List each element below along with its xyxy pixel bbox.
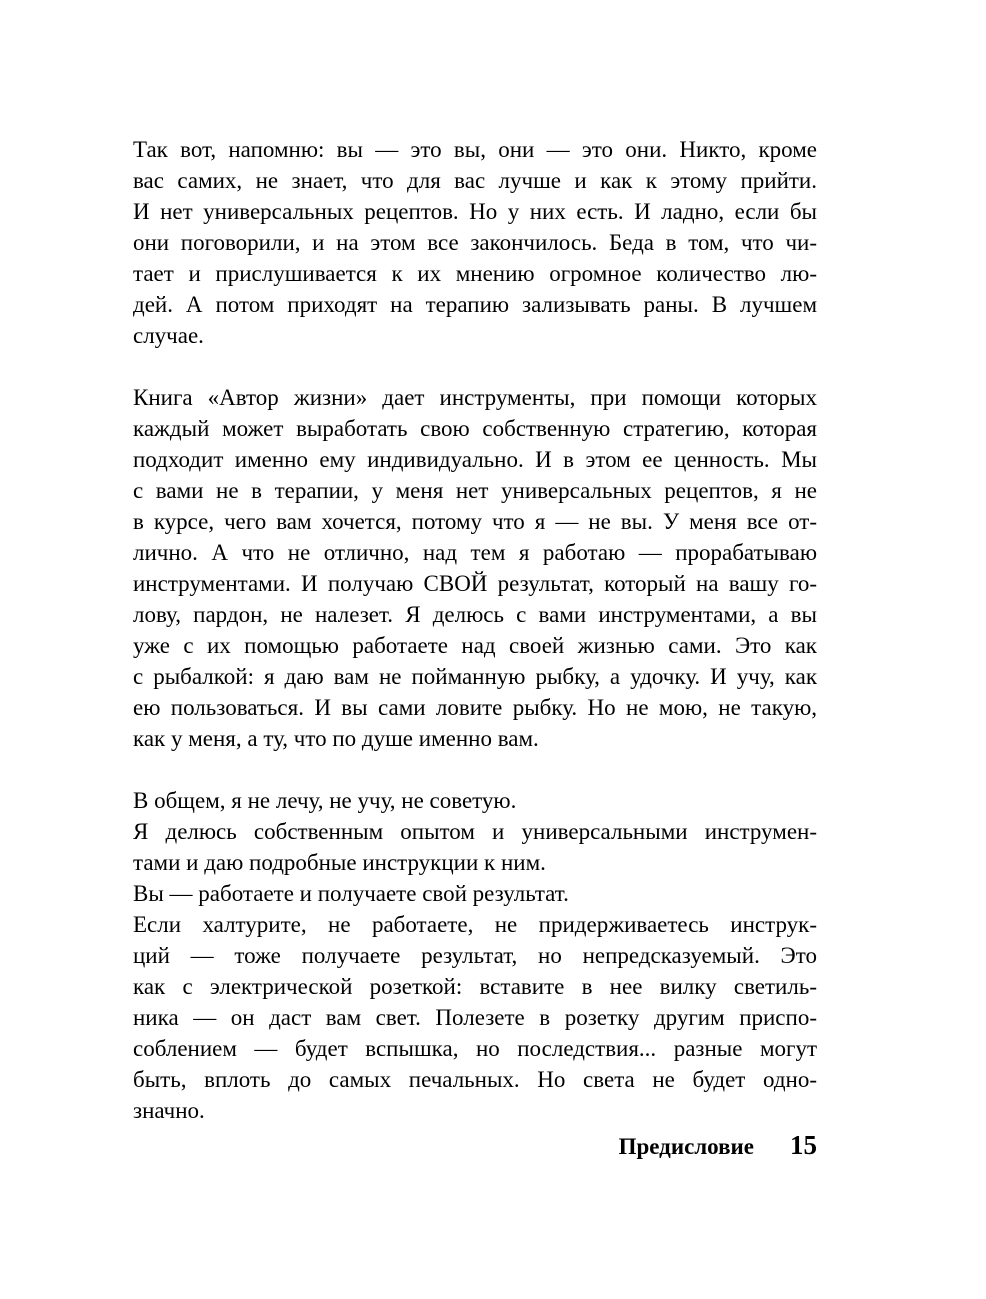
page-footer (133, 1130, 817, 1161)
paragraph (133, 785, 817, 816)
text-line: быть, вплоть до самых печальных. Но света не будет одно- (133, 1067, 817, 1092)
paragraph (133, 816, 817, 878)
text-line: как с электрической розеткой: вставите в нее вилку светиль- (133, 974, 817, 999)
text-line: в курсе, чего вам хочется, потому что я — не вы. У меня все от- (133, 509, 817, 534)
text-line: И нет универсальных рецептов. Но у них есть. И ладно, если бы (133, 199, 817, 224)
paragraph (133, 878, 817, 909)
text-line: соблением — будет вспышка, но последствия... разные могут (133, 1036, 817, 1061)
text-line: с вами не в терапии, у меня нет универсальных рецептов, я не (133, 478, 817, 503)
text-line: Вы — работаете и получаете свой результат. (133, 881, 569, 906)
text-line: вас самих, не знает, что для вас лучше и как к этому прийти. (133, 168, 817, 193)
text-line: лову, пардон, не налезет. Я делюсь с вами инструментами, а вы (133, 602, 817, 627)
text-line: каждый может выработать свою собственную стратегию, которая (133, 416, 817, 441)
text-line: Книга «Автор жизни» дает инструменты, при помощи которых (133, 385, 817, 410)
text-line: ею пользоваться. И вы сами ловите рыбку. Но не мою, не такую, (133, 695, 817, 720)
text-line: уже с их помощью работаете над своей жизнью сами. Это как (133, 633, 817, 658)
text-line: В общем, я не лечу, не учу, не советую. (133, 788, 517, 813)
footer-page-number: 15 (790, 1130, 817, 1160)
text-line: подходит именно ему индивидуально. И в этом ее ценность. Мы (133, 447, 817, 472)
text-line: Если халтурите, не работаете, не придерживаетесь инструк- (133, 912, 817, 937)
text-line: значно. (133, 1098, 205, 1123)
paragraph (133, 909, 817, 1126)
text-block (133, 785, 817, 1126)
text-line: ника — он даст вам свет. Полезете в розетку другим приспо- (133, 1005, 817, 1030)
paragraph (133, 134, 817, 351)
text-block (133, 382, 817, 754)
footer-section-title: Предисловие (618, 1134, 754, 1159)
body-text (133, 134, 817, 1126)
text-line: они поговорили, и на этом все закончилось. Беда в том, что чи- (133, 230, 817, 255)
text-line: ций — тоже получаете результат, но непредсказуемый. Это (133, 943, 817, 968)
text-line: Так вот, напомню: вы — это вы, они — это они. Никто, кроме (133, 137, 817, 162)
text-line: случае. (133, 323, 204, 348)
paragraph (133, 382, 817, 754)
text-line: Я делюсь собственным опытом и универсальными инструмен- (133, 819, 817, 844)
text-line: как у меня, а ту, что по душе именно вам. (133, 726, 539, 751)
text-line: лично. А что не отлично, над тем я работаю — прорабатываю (133, 540, 817, 565)
text-line: дей. А потом приходят на терапию зализывать раны. В лучшем (133, 292, 817, 317)
text-block (133, 134, 817, 351)
text-line: тами и даю подробные инструкции к ним. (133, 850, 546, 875)
text-line: с рыбалкой: я даю вам не пойманную рыбку, а удочку. И учу, как (133, 664, 817, 689)
text-line: инструментами. И получаю СВОЙ результат, который на вашу го- (133, 571, 817, 596)
text-line: тает и прислушивается к их мнению огромное количество лю- (133, 261, 817, 286)
